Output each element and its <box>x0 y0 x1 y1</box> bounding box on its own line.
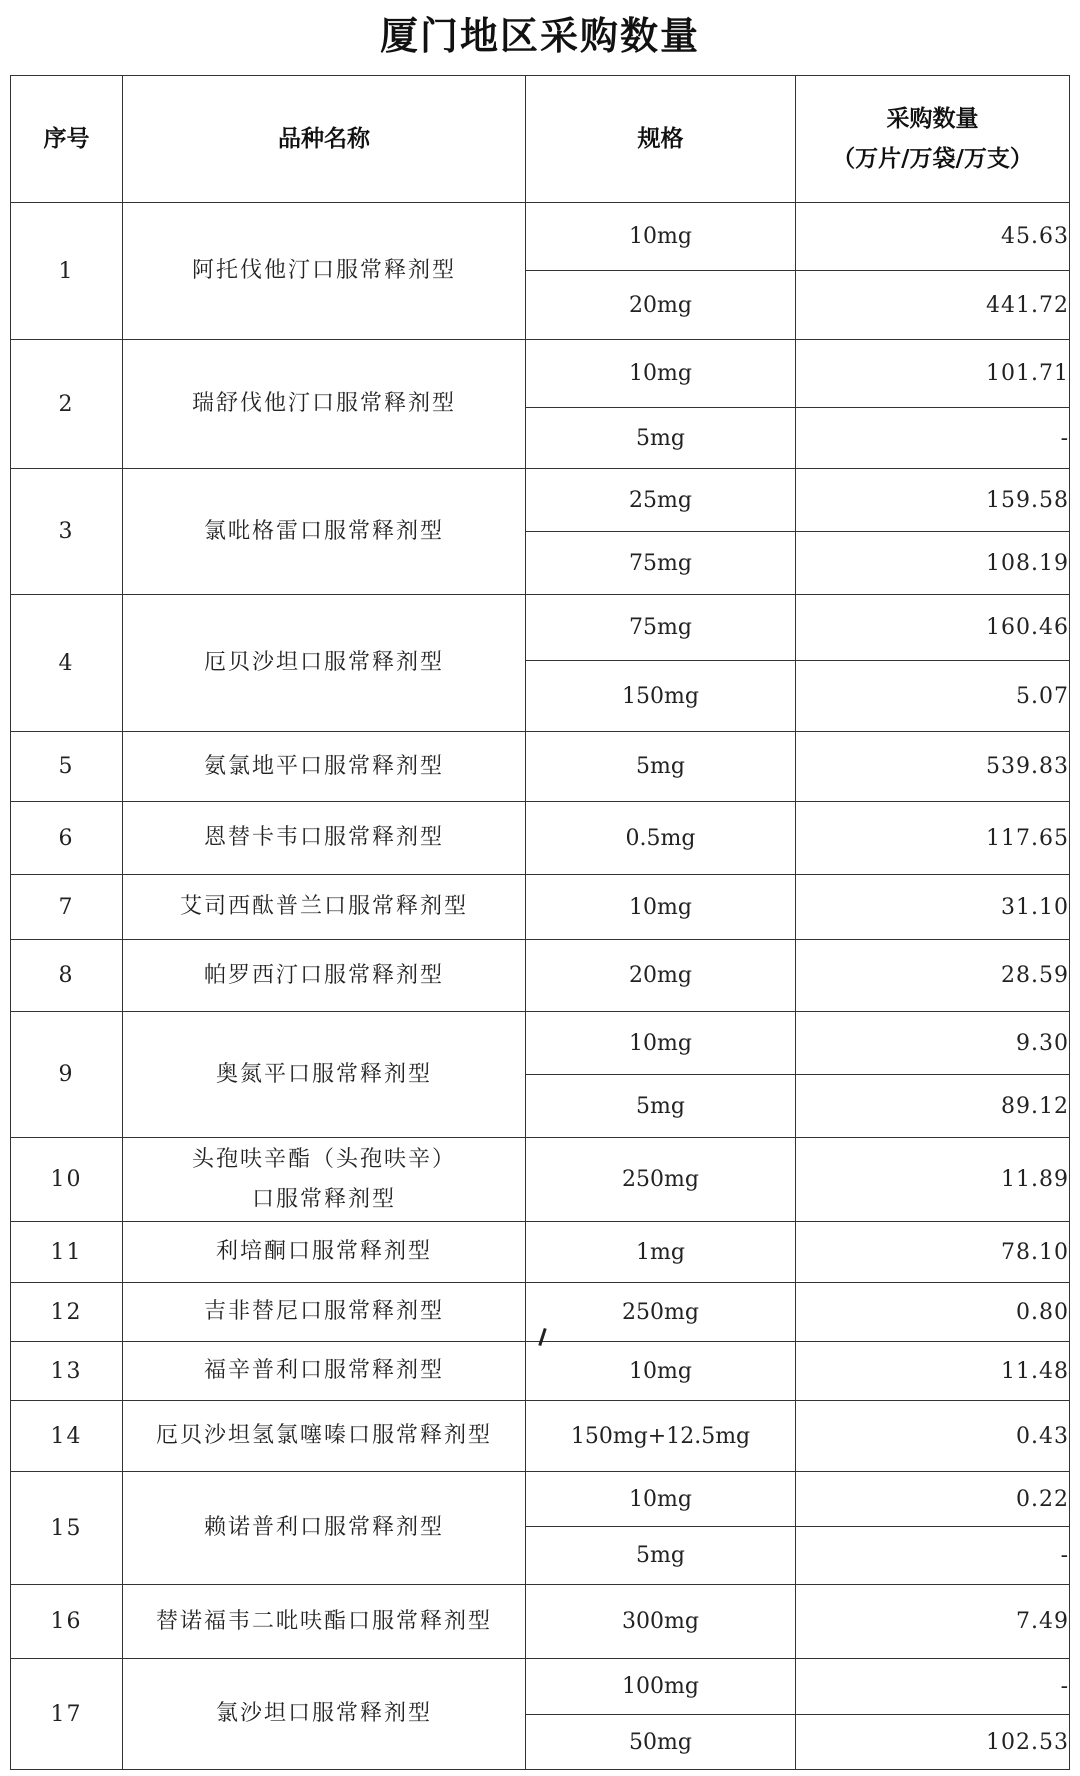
name-cell: 阿托伐他汀口服常释剂型 <box>123 203 526 340</box>
spec-cell: 20mg <box>526 940 796 1012</box>
table-row <box>11 1342 1070 1401</box>
header-qty-line1: 采购数量 <box>886 106 979 132</box>
header-name: 品种名称 <box>123 76 526 203</box>
seq-cell: 9 <box>11 1012 123 1138</box>
qty-cell: 0.43 <box>796 1401 1070 1472</box>
qty-cell: 441.72 <box>796 271 1070 340</box>
table-row <box>11 203 1070 271</box>
table-row <box>11 340 1070 408</box>
qty-cell: 89.12 <box>796 1075 1070 1138</box>
spec-cell: 10mg <box>526 203 796 271</box>
qty-cell: 11.48 <box>796 1342 1070 1401</box>
spec-cell: 250mg <box>526 1283 796 1342</box>
spec-cell: 25mg <box>526 469 796 532</box>
table-header-row <box>11 76 1070 203</box>
name-cell: 氨氯地平口服常释剂型 <box>123 732 526 802</box>
name-cell: 赖诺普利口服常释剂型 <box>123 1472 526 1585</box>
seq-cell: 2 <box>11 340 123 469</box>
seq-cell: 5 <box>11 732 123 802</box>
spec-cell: 75mg <box>526 595 796 661</box>
qty-cell: 45.63 <box>796 203 1070 271</box>
header-seq: 序号 <box>11 76 123 203</box>
seq-cell: 8 <box>11 940 123 1012</box>
qty-cell: 9.30 <box>796 1012 1070 1075</box>
table-row <box>11 1472 1070 1527</box>
name-cell: 福辛普利口服常释剂型 <box>123 1342 526 1401</box>
qty-cell: - <box>796 408 1070 469</box>
name-cell: 瑞舒伐他汀口服常释剂型 <box>123 340 526 469</box>
name-cell: 恩替卡韦口服常释剂型 <box>123 802 526 875</box>
spec-cell: 10mg <box>526 1012 796 1075</box>
qty-cell: 31.10 <box>796 875 1070 940</box>
seq-cell: 6 <box>11 802 123 875</box>
page-title: 厦门地区采购数量 <box>379 14 700 58</box>
header-qty-line2: （万片/万袋/万支） <box>832 146 1033 172</box>
spec-cell: 250mg <box>526 1138 796 1222</box>
table-row <box>11 1012 1070 1075</box>
seq-cell: 15 <box>11 1472 123 1585</box>
spec-cell: 300mg <box>526 1585 796 1659</box>
qty-cell: 102.53 <box>796 1715 1070 1770</box>
seq-cell: 17 <box>11 1659 123 1770</box>
table-row <box>11 1659 1070 1715</box>
name-cell: 奥氮平口服常释剂型 <box>123 1012 526 1138</box>
spec-cell: 10mg <box>526 875 796 940</box>
table-row <box>11 940 1070 1012</box>
name-cell: 厄贝沙坦氢氯噻嗪口服常释剂型 <box>123 1401 526 1472</box>
procurement-table <box>10 75 1070 1770</box>
seq-cell: 4 <box>11 595 123 732</box>
seq-cell: 1 <box>11 203 123 340</box>
name-cell: 艾司西酞普兰口服常释剂型 <box>123 875 526 940</box>
seq-cell: 13 <box>11 1342 123 1401</box>
header-spec: 规格 <box>526 76 796 203</box>
name-cell: 氯沙坦口服常释剂型 <box>123 1659 526 1770</box>
qty-cell: 5.07 <box>796 661 1070 732</box>
qty-cell: 159.58 <box>796 469 1070 532</box>
seq-cell: 11 <box>11 1222 123 1283</box>
table-row <box>11 802 1070 875</box>
table-row <box>11 1138 1070 1222</box>
name-cell: 吉非替尼口服常释剂型 <box>123 1283 526 1342</box>
spec-cell: 5mg <box>526 732 796 802</box>
qty-cell: - <box>796 1659 1070 1715</box>
table-row <box>11 875 1070 940</box>
qty-cell: 101.71 <box>796 340 1070 408</box>
spec-cell: 5mg <box>526 1527 796 1585</box>
table-row <box>11 1283 1070 1342</box>
spec-cell: 75mg <box>526 532 796 595</box>
seq-cell: 10 <box>11 1138 123 1222</box>
table-row <box>11 1585 1070 1659</box>
qty-cell: 28.59 <box>796 940 1070 1012</box>
qty-cell: 0.80 <box>796 1283 1070 1342</box>
table-row <box>11 469 1070 532</box>
spec-cell: 0.5mg <box>526 802 796 875</box>
seq-cell: 14 <box>11 1401 123 1472</box>
name-cell: 替诺福韦二吡呋酯口服常释剂型 <box>123 1585 526 1659</box>
name-cell <box>123 1138 526 1222</box>
seq-cell: 16 <box>11 1585 123 1659</box>
spec-cell: 100mg <box>526 1659 796 1715</box>
qty-cell: 7.49 <box>796 1585 1070 1659</box>
name-cell: 氯吡格雷口服常释剂型 <box>123 469 526 595</box>
spec-cell: 10mg <box>526 1342 796 1401</box>
name-cell: 帕罗西汀口服常释剂型 <box>123 940 526 1012</box>
spec-cell: 10mg <box>526 1472 796 1527</box>
table-row <box>11 1222 1070 1283</box>
qty-cell: 78.10 <box>796 1222 1070 1283</box>
seq-cell: 12 <box>11 1283 123 1342</box>
qty-cell: - <box>796 1527 1070 1585</box>
spec-cell: 150mg+12.5mg <box>526 1401 796 1472</box>
spec-cell: 5mg <box>526 1075 796 1138</box>
spec-cell: 50mg <box>526 1715 796 1770</box>
spec-cell: 10mg <box>526 340 796 408</box>
spec-cell: 5mg <box>526 408 796 469</box>
table-row <box>11 1401 1070 1472</box>
seq-cell: 7 <box>11 875 123 940</box>
name-cell: 利培酮口服常释剂型 <box>123 1222 526 1283</box>
header-qty <box>796 76 1070 203</box>
qty-cell: 539.83 <box>796 732 1070 802</box>
qty-cell: 11.89 <box>796 1138 1070 1222</box>
name-line2: 口服常释剂型 <box>251 1186 396 1212</box>
table-row <box>11 732 1070 802</box>
qty-cell: 0.22 <box>796 1472 1070 1527</box>
name-cell: 厄贝沙坦口服常释剂型 <box>123 595 526 732</box>
spec-cell: 1mg <box>526 1222 796 1283</box>
seq-cell: 3 <box>11 469 123 595</box>
qty-cell: 160.46 <box>796 595 1070 661</box>
spec-cell: 20mg <box>526 271 796 340</box>
qty-cell: 117.65 <box>796 802 1070 875</box>
name-line1: 头孢呋辛酯（头孢呋辛） <box>191 1146 456 1172</box>
spec-cell: 150mg <box>526 661 796 732</box>
table-row <box>11 595 1070 661</box>
qty-cell: 108.19 <box>796 532 1070 595</box>
